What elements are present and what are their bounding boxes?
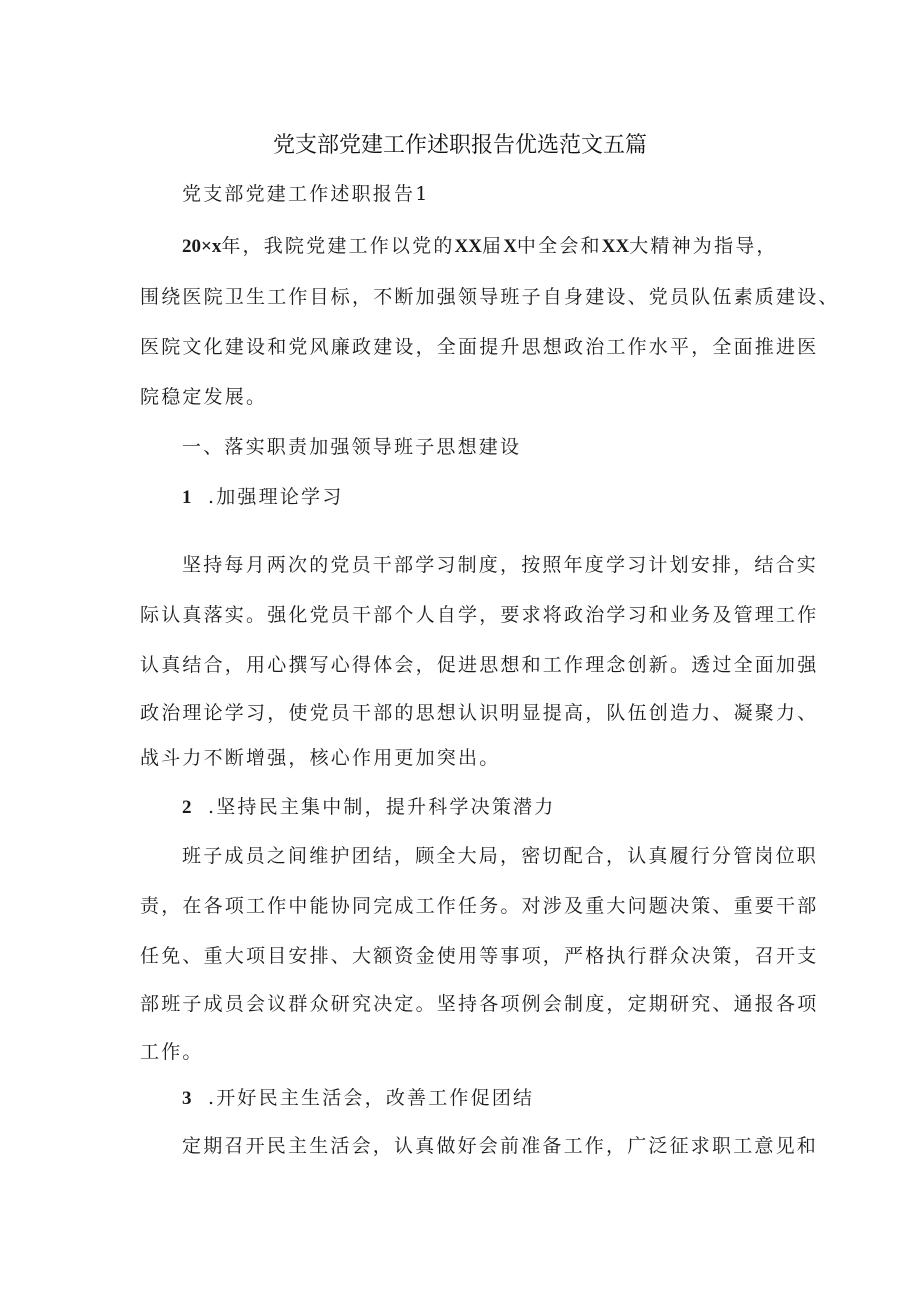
item-label-1: .加强理论学习: [207, 486, 344, 508]
item-number-2: 2: [182, 797, 192, 818]
section-heading: 一、落实职责加强领导班子思想建设: [182, 436, 522, 458]
item3-line-1: 定期召开民主生活会，认真做好会前准备工作，广泛征求职工意见和: [182, 1135, 819, 1157]
intro-line-3: 医院文化建设和党风廉政建设，全面提升思想政治工作水平，全面推进医: [140, 336, 819, 358]
item2-line-3: 任免、重大项目安排、大额资金使用等事项，严格执行群众决策，召开支: [140, 945, 819, 967]
session-xx: XX: [454, 236, 482, 257]
intro-line-2: 围绕医院卫生工作目标，不断加强领导班子自身建设、党员队伍素质建设、: [140, 286, 840, 308]
intro-text-d: 大精神为指导，: [629, 235, 778, 257]
item1-line-2: 际认真落实。强化党员干部个人自学，要求将政治学习和业务及管理工作: [140, 604, 819, 626]
item1-line-3: 认真结合，用心撰写心得体会，促进思想和工作理念创新。透过全面加强: [140, 654, 819, 676]
year-label: 20×x: [182, 236, 222, 257]
item2-line-2: 责，在各项工作中能协同完成工作任务。对涉及重大问题决策、重要干部: [140, 895, 819, 917]
item2-line-1: 班子成员之间维护团结，顾全大局，密切配合，认真履行分管岗位职: [182, 845, 819, 867]
intro-text-a: 年，我院党建工作以党的: [221, 235, 455, 257]
item-heading-3: [182, 1085, 534, 1112]
item2-line-4: 部班子成员会议群众研究决定。坚持各项例会制度，定期研究、通报各项: [140, 993, 819, 1015]
item1-line-5: 战斗力不断增强，核心作用更加突出。: [140, 747, 501, 769]
congress-xx: XX: [601, 236, 630, 257]
item-number-1: 1: [182, 487, 192, 508]
item-heading-1: [182, 484, 343, 511]
report-subtitle: 党支部党建工作述职报告1: [182, 183, 430, 205]
item1-line-1: 坚持每月两次的党员干部学习制度，按照年度学习计划安排，结合实: [182, 554, 819, 576]
item-label-2: .坚持民主集中制，提升科学决策潜力: [207, 796, 556, 818]
intro-line-1: [182, 233, 778, 260]
intro-line-4: 院稳定发展。: [140, 386, 268, 408]
item-number-3: 3: [182, 1088, 192, 1109]
item-heading-2: [182, 794, 555, 821]
intro-text-b: 届: [481, 235, 504, 257]
document-title: 党支部党建工作述职报告优选范文五篇: [272, 133, 647, 158]
intro-text-c: 中全会和: [516, 235, 602, 257]
plenary-x: X: [503, 236, 517, 257]
item1-line-4: 政治理论学习，使党员干部的思想认识明显提高，队伍创造力、凝聚力、: [140, 702, 819, 724]
item-label-3: .开好民主生活会，改善工作促团结: [207, 1087, 535, 1109]
item2-line-5: 工作。: [140, 1041, 204, 1063]
